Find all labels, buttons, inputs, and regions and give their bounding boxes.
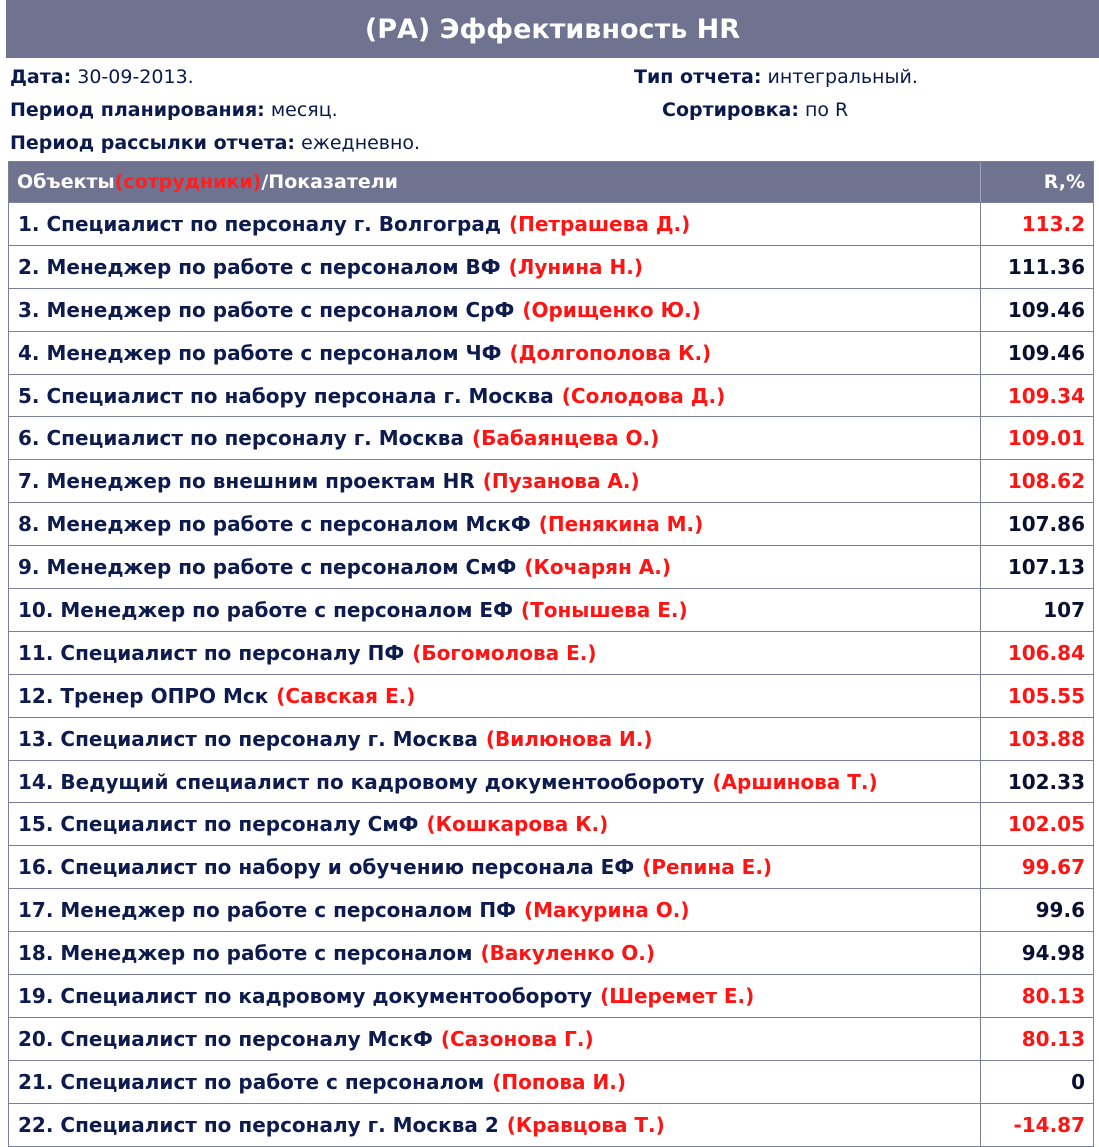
position-label: 4. Менеджер по работе с персоналом ЧФ xyxy=(18,340,502,365)
table-row[interactable] xyxy=(9,374,1093,417)
row-value-cell xyxy=(981,375,1093,417)
employee-name: (Аршинова Т.) xyxy=(712,769,878,794)
employee-name: (Пенякина М.) xyxy=(538,512,704,537)
r-value: 109.34 xyxy=(1007,383,1085,408)
r-value: 107 xyxy=(1043,597,1085,622)
r-value: 103.88 xyxy=(1007,726,1085,751)
r-value: 106.84 xyxy=(1007,640,1085,665)
sorting-label: Сортировка: xyxy=(662,99,799,121)
meta-sorting xyxy=(662,99,848,121)
table-row[interactable] xyxy=(9,1017,1093,1060)
report-title: (РА) Эффективность HR xyxy=(6,0,1099,58)
row-value-cell xyxy=(981,846,1093,888)
employee-name: (Шеремет Е.) xyxy=(600,983,755,1008)
position-label: 22. Специалист по персоналу г. Москва 2 xyxy=(18,1112,499,1137)
table-row[interactable] xyxy=(9,502,1093,545)
employee-name: (Вилюнова И.) xyxy=(485,726,653,751)
employee-name: (Богомолова Е.) xyxy=(412,640,597,665)
table-row[interactable] xyxy=(9,1103,1093,1146)
planning-period-label: Период планирования: xyxy=(10,99,265,121)
employee-name: (Тонышева Е.) xyxy=(520,597,688,622)
row-value-cell xyxy=(981,761,1093,803)
r-value: 0 xyxy=(1071,1069,1085,1094)
position-label: 18. Менеджер по работе с персоналом xyxy=(18,941,473,966)
position-label: 12. Тренер ОПРО Мск xyxy=(18,683,269,708)
position-label: 5. Специалист по набору персонала г. Москва xyxy=(18,383,554,408)
position-label: 21. Специалист по работе с персоналом xyxy=(18,1069,485,1094)
employee-name: (Лунина Н.) xyxy=(508,254,643,279)
date-value: 30-09-2013. xyxy=(77,66,194,88)
employee-name: (Сазонова Г.) xyxy=(440,1026,594,1051)
row-value-cell xyxy=(981,1018,1093,1060)
table-row[interactable] xyxy=(9,717,1093,760)
row-value-cell xyxy=(981,289,1093,331)
table-row[interactable] xyxy=(9,674,1093,717)
position-label: 11. Специалист по персоналу ПФ xyxy=(18,640,405,665)
r-value: 99.67 xyxy=(1021,855,1085,880)
row-object-cell xyxy=(9,889,981,931)
employee-name: (Петрашева Д.) xyxy=(508,211,691,236)
report-type-label: Тип отчета: xyxy=(634,66,762,88)
row-value-cell xyxy=(981,503,1093,545)
table-row[interactable] xyxy=(9,459,1093,502)
row-value-cell xyxy=(981,546,1093,588)
employee-name: (Кошкарова К.) xyxy=(426,812,609,837)
meta-mailing-period xyxy=(10,132,420,154)
r-value: 80.13 xyxy=(1021,1026,1085,1051)
position-label: 6. Специалист по персоналу г. Москва xyxy=(18,426,464,451)
employee-name: (Вакуленко О.) xyxy=(480,941,656,966)
employee-name: (Кочарян А.) xyxy=(524,555,671,580)
position-label: 10. Менеджер по работе с персоналом ЕФ xyxy=(18,597,513,622)
header-value-label: R,% xyxy=(1043,171,1085,193)
r-value: 109.46 xyxy=(1007,340,1085,365)
row-object-cell xyxy=(9,761,981,803)
position-label: 8. Менеджер по работе с персоналом МскФ xyxy=(18,512,531,537)
header-objects-label: Объекты xyxy=(17,171,115,193)
row-object-cell xyxy=(9,1018,981,1060)
employee-name: (Орищенко Ю.) xyxy=(522,297,701,322)
employee-name: (Пузанова А.) xyxy=(482,469,640,494)
table-row[interactable] xyxy=(9,288,1093,331)
employee-name: (Савская Е.) xyxy=(276,683,416,708)
header-value-cell[interactable] xyxy=(981,162,1093,202)
table-row[interactable] xyxy=(9,331,1093,374)
position-label: 14. Ведущий специалист по кадровому документообороту xyxy=(18,769,705,794)
row-object-cell xyxy=(9,246,981,288)
position-label: 2. Менеджер по работе с персоналом ВФ xyxy=(18,254,501,279)
r-value: 94.98 xyxy=(1021,941,1085,966)
r-value: 109.01 xyxy=(1007,426,1085,451)
row-value-cell xyxy=(981,932,1093,974)
table-row[interactable] xyxy=(9,1060,1093,1103)
r-value: 107.13 xyxy=(1007,555,1085,580)
hr-efficiency-table xyxy=(8,161,1094,1147)
position-label: 7. Менеджер по внешним проектам HR xyxy=(18,469,475,494)
planning-period-value: месяц. xyxy=(270,99,338,121)
r-value: 107.86 xyxy=(1007,512,1085,537)
row-object-cell xyxy=(9,1061,981,1103)
r-value: 102.05 xyxy=(1007,812,1085,837)
employee-name: (Бабаянцева О.) xyxy=(471,426,660,451)
row-value-cell xyxy=(981,332,1093,374)
row-value-cell xyxy=(981,1061,1093,1103)
row-object-cell xyxy=(9,675,981,717)
row-value-cell xyxy=(981,632,1093,674)
table-row[interactable] xyxy=(9,888,1093,931)
r-value: 102.33 xyxy=(1007,769,1085,794)
row-object-cell xyxy=(9,417,981,459)
meta-date xyxy=(10,66,194,88)
date-label: Дата: xyxy=(10,66,72,88)
row-value-cell xyxy=(981,1104,1093,1146)
employee-name: (Репина Е.) xyxy=(642,855,773,880)
r-value: 105.55 xyxy=(1007,683,1085,708)
row-object-cell xyxy=(9,975,981,1017)
table-row[interactable] xyxy=(9,802,1093,845)
position-label: 13. Специалист по персоналу г. Москва xyxy=(18,726,478,751)
table-row[interactable] xyxy=(9,202,1093,245)
meta-planning-period xyxy=(10,99,338,121)
row-value-cell xyxy=(981,203,1093,245)
row-value-cell xyxy=(981,803,1093,845)
row-object-cell xyxy=(9,503,981,545)
row-object-cell xyxy=(9,289,981,331)
r-value: 113.2 xyxy=(1021,211,1085,236)
r-value: 99.6 xyxy=(1035,898,1085,923)
row-object-cell xyxy=(9,375,981,417)
row-object-cell xyxy=(9,932,981,974)
table-row[interactable] xyxy=(9,416,1093,459)
row-object-cell xyxy=(9,803,981,845)
employee-name: (Макурина О.) xyxy=(524,898,690,923)
table-body xyxy=(9,202,1093,1146)
employee-name: (Солодова Д.) xyxy=(561,383,726,408)
position-label: 9. Менеджер по работе с персоналом СмФ xyxy=(18,555,517,580)
table-row[interactable] xyxy=(9,974,1093,1017)
header-employees-label: (сотрудники) xyxy=(114,171,262,193)
employee-name: (Кравцова Т.) xyxy=(506,1112,665,1137)
row-object-cell xyxy=(9,846,981,888)
header-objects-cell[interactable] xyxy=(9,162,981,202)
row-object-cell xyxy=(9,632,981,674)
table-row[interactable] xyxy=(9,760,1093,803)
report-type-value: интегральный. xyxy=(767,66,918,88)
row-object-cell xyxy=(9,332,981,374)
row-value-cell xyxy=(981,889,1093,931)
employee-name: (Попова И.) xyxy=(492,1069,626,1094)
table-header xyxy=(9,162,1093,202)
position-label: 1. Специалист по персоналу г. Волгоград xyxy=(18,211,501,236)
table-row[interactable] xyxy=(9,588,1093,631)
table-row[interactable] xyxy=(9,545,1093,588)
table-row[interactable] xyxy=(9,631,1093,674)
row-object-cell xyxy=(9,1104,981,1146)
row-value-cell xyxy=(981,460,1093,502)
sorting-value: по R xyxy=(804,99,849,121)
row-value-cell xyxy=(981,718,1093,760)
position-label: 17. Менеджер по работе с персоналом ПФ xyxy=(18,898,516,923)
position-label: 20. Специалист по персоналу МскФ xyxy=(18,1026,433,1051)
row-value-cell xyxy=(981,417,1093,459)
row-object-cell xyxy=(9,546,981,588)
position-label: 3. Менеджер по работе с персоналом СрФ xyxy=(18,297,515,322)
table-row[interactable] xyxy=(9,245,1093,288)
row-value-cell xyxy=(981,246,1093,288)
position-label: 15. Специалист по персоналу СмФ xyxy=(18,812,419,837)
row-value-cell xyxy=(981,675,1093,717)
position-label: 19. Специалист по кадровому документообороту xyxy=(18,983,593,1008)
r-value: 109.46 xyxy=(1007,297,1085,322)
employee-name: (Долгополова К.) xyxy=(509,340,712,365)
mailing-period-label: Период рассылки отчета: xyxy=(10,132,296,154)
table-row[interactable] xyxy=(9,845,1093,888)
header-indicators-label: /Показатели xyxy=(261,171,398,193)
r-value: 111.36 xyxy=(1007,254,1085,279)
row-object-cell xyxy=(9,460,981,502)
position-label: 16. Специалист по набору и обучению персонала ЕФ xyxy=(18,855,635,880)
r-value: 80.13 xyxy=(1021,983,1085,1008)
table-row[interactable] xyxy=(9,931,1093,974)
meta-report-type xyxy=(634,66,918,88)
row-object-cell xyxy=(9,203,981,245)
r-value: 108.62 xyxy=(1007,469,1085,494)
row-value-cell xyxy=(981,975,1093,1017)
r-value: -14.87 xyxy=(1013,1112,1085,1137)
row-object-cell xyxy=(9,718,981,760)
row-object-cell xyxy=(9,589,981,631)
row-value-cell xyxy=(981,589,1093,631)
mailing-period-value: ежедневно. xyxy=(301,132,421,154)
